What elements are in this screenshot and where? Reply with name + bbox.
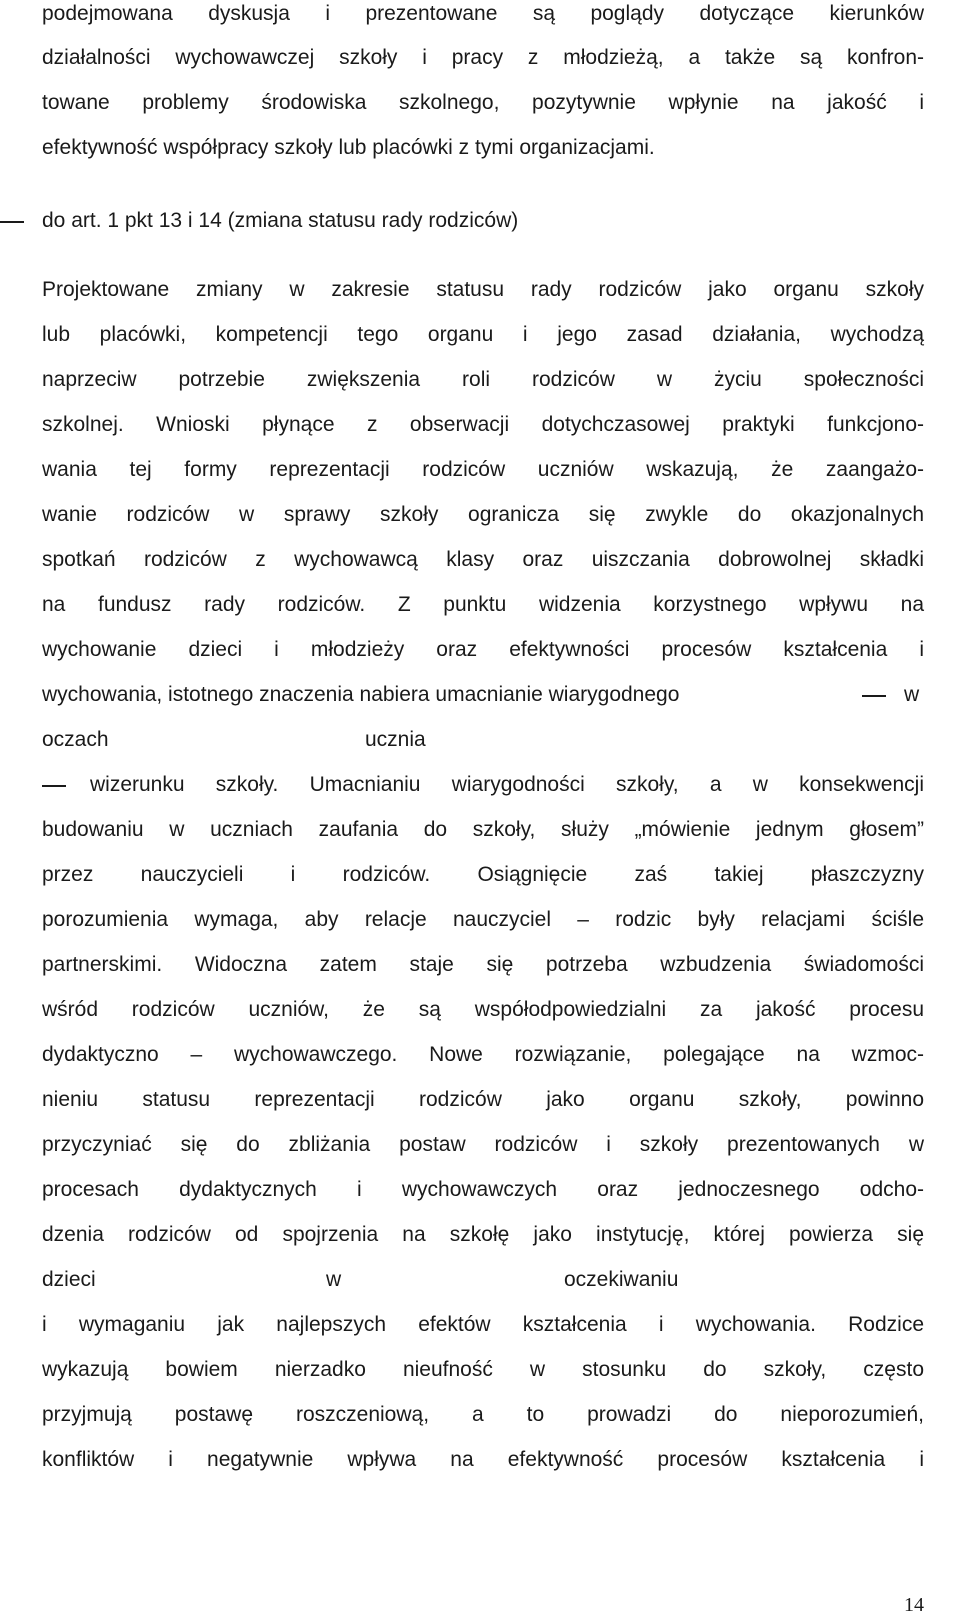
inline-dash xyxy=(862,695,886,697)
paragraph-word: w xyxy=(904,683,920,706)
paragraph-line: porozumienia wymaga, aby relacje nauczyciel – rodzic były relacjami ściśle xyxy=(42,908,924,931)
paragraph-line: dydaktyczno – wychowawczego. Nowe rozwiązanie, polegające na wzmoc- xyxy=(42,1043,924,1066)
paragraph-line: spotkań rodziców z wychowawcą klasy oraz uiszczania dobrowolnej składki xyxy=(42,548,924,571)
paragraph-line: nieniu statusu reprezentacji rodziców jako organu szkoły, powinno xyxy=(42,1088,924,1111)
paragraph-line: konfliktów i negatywnie wpływa na efektywność procesów kształcenia i xyxy=(42,1448,924,1471)
paragraph-line: podejmowana dyskusja i prezentowane są poglądy dotyczące kierunków xyxy=(42,2,924,25)
paragraph-line: wania tej formy reprezentacji rodziców uczniów wskazują, że zaangażo- xyxy=(42,458,924,481)
paragraph-word: w xyxy=(326,1268,342,1291)
paragraph-line: efektywność współpracy szkoły lub placówki z tymi organizacjami. xyxy=(42,136,655,159)
paragraph-word: ucznia xyxy=(365,728,426,751)
paragraph-line: budowaniu w uczniach zaufania do szkoły, służy „mówienie jednym głosem” xyxy=(42,818,924,841)
paragraph-line: Projektowane zmiany w zakresie statusu rady rodziców jako organu szkoły xyxy=(42,278,924,301)
paragraph-line: przyjmują postawę roszczeniową, a to prowadzi do nieporozumień, xyxy=(42,1403,924,1426)
paragraph-line: wychowania, istotnego znaczenia nabiera umacnianie wiarygodnego xyxy=(42,683,680,706)
inline-dash xyxy=(42,785,66,787)
paragraph-line: i wymaganiu jak najlepszych efektów kształcenia i wychowania. Rodzice xyxy=(42,1313,924,1336)
paragraph-line: na fundusz rady rodziców. Z punktu widzenia korzystnego wpływu na xyxy=(42,593,924,616)
bullet-dash xyxy=(0,221,24,223)
paragraph-word: oczach xyxy=(42,728,109,751)
paragraph-word: oczekiwaniu xyxy=(564,1268,679,1291)
paragraph-line: naprzeciw potrzebie zwiększenia roli rodziców w życiu społeczności xyxy=(42,368,924,391)
paragraph-line: przyczyniać się do zbliżania postaw rodziców i szkoły prezentowanych w xyxy=(42,1133,924,1156)
paragraph-line: wśród rodziców uczniów, że są współodpowiedzialni za jakość procesu xyxy=(42,998,924,1021)
paragraph-line: towane problemy środowiska szkolnego, pozytywnie wpłynie na jakość i xyxy=(42,91,924,114)
paragraph-line: przez nauczycieli i rodziców. Osiągnięcie zaś takiej płaszczyzny xyxy=(42,863,924,886)
paragraph-line: wykazują bowiem nierzadko nieufność w stosunku do szkoły, często xyxy=(42,1358,924,1381)
paragraph-line: dzenia rodziców od spojrzenia na szkołę jako instytucję, której powierza się xyxy=(42,1223,924,1246)
paragraph-line: wychowanie dzieci i młodzieży oraz efektywności procesów kształcenia i xyxy=(42,638,924,661)
paragraph-line: wizerunku szkoły. Umacnianiu wiarygodności szkoły, a w konsekwencji xyxy=(90,773,924,796)
paragraph-word: dzieci xyxy=(42,1268,96,1291)
paragraph-line: lub placówki, kompetencji tego organu i jego zasad działania, wychodzą xyxy=(42,323,924,346)
paragraph-line: wanie rodziców w sprawy szkoły ogranicza się zwykle do okazjonalnych xyxy=(42,503,924,526)
section-heading: do art. 1 pkt 13 i 14 (zmiana statusu rady rodziców) xyxy=(42,209,519,232)
paragraph-line: działalności wychowawczej szkoły i pracy z młodzieżą, a także są konfron- xyxy=(42,46,924,69)
page-number: 14 xyxy=(904,1594,924,1616)
paragraph-line: partnerskimi. Widoczna zatem staje się potrzeba wzbudzenia świadomości xyxy=(42,953,924,976)
paragraph-line: szkolnej. Wnioski płynące z obserwacji dotychczasowej praktyki funkcjono- xyxy=(42,413,924,436)
paragraph-line: procesach dydaktycznych i wychowawczych oraz jednoczesnego odcho- xyxy=(42,1178,924,1201)
